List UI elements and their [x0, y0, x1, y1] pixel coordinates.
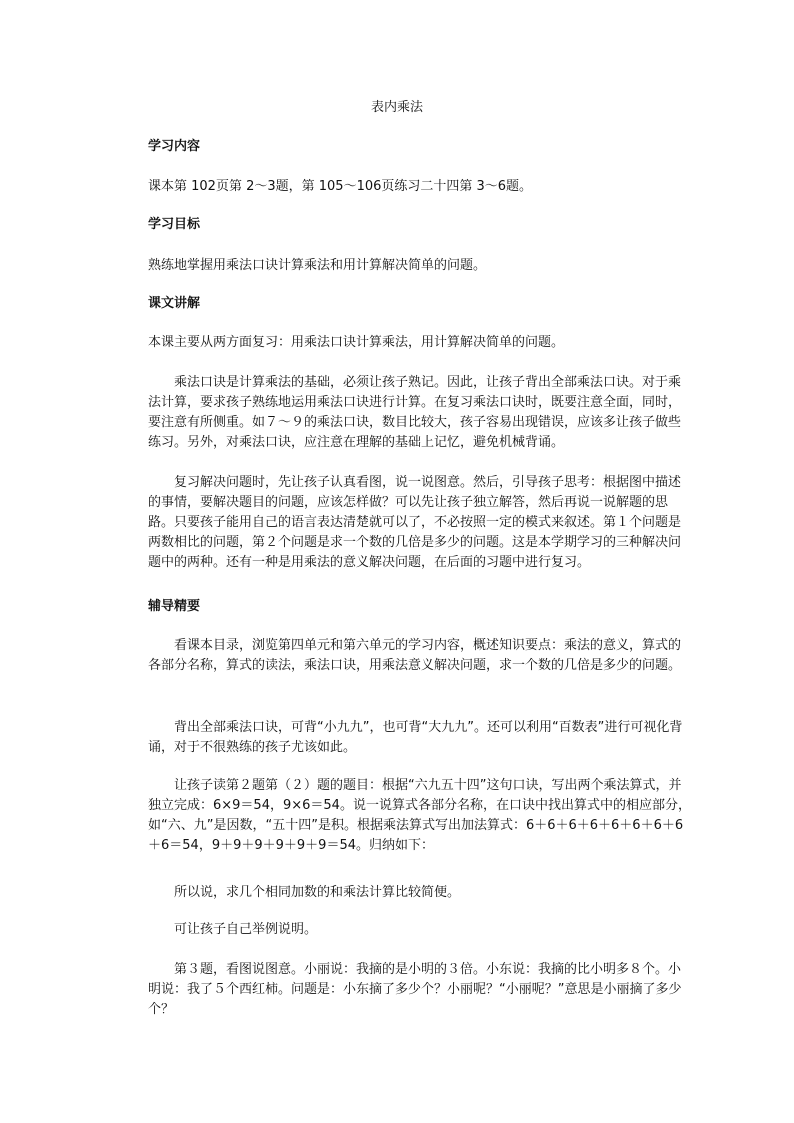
lecture-paragraph-3: 复习解决问题时，先让孩子认真看图，说一说图意。然后，引导孩子思考：根据图中描述的事情，要解决题目的问题，应该怎样做？可以先让孩子独立解答，然后再说一说解题的思路。只要孩子能用自己的语言表达清楚就可以了，不必按照一定的模式来叙述。第１个问题是两数相比的问题，第２个问题是求一个数的几倍是多少的问题。这是本学期学习的三种解决问题中的两种。还有一种是用乘法的意义解决问题，在后面的习题中进行复习。	[148, 475, 682, 570]
guide-heading: 辅导精要	[148, 599, 201, 614]
guide-paragraph-2: 背出全部乘法口诀，可背“小九九”，也可背“大九九”。还可以利用“百数表”进行可视化背诵，对于不很熟练的孩子尤该如此。	[148, 720, 683, 755]
lecture-paragraph-1: 本课主要从两方面复习：用乘法口诀计算乘法，用计算解决简单的问题。	[148, 335, 565, 350]
guide-paragraph-4: 所以说，求几个相同加数的和乘法计算比较简便。	[174, 885, 461, 900]
guide-paragraph-3: 让孩子读第２题第（２）题的题目：根据“六九五十四”这句口诀，写出两个乘法算式，并独立完成：6×9＝54，9×6＝54。说一说算式各部分名称，在口诀中找出算式中的相应部分，如“六、九”是因数，“五十四”是积。根据乘法算式写出加法算式：6＋6＋6＋6＋6＋6＋6＋6＋6＝54，9＋9＋9＋9＋9＋9＝54。归纳如下：	[148, 778, 691, 853]
goal-heading: 学习目标	[148, 217, 201, 232]
guide-paragraph-1: 看课本目录，浏览第四单元和第六单元的学习内容，概述知识要点：乘法的意义，算式的各部分名称，算式的读法，乘法口诀，用乘法意义解决问题，求一个数的几倍是多少的问题。	[148, 638, 682, 673]
lecture-heading: 课文讲解	[148, 296, 201, 311]
guide-paragraph-6: 第３题，看图说图意。小丽说：我摘的是小明的３倍。小东说：我摘的比小明多８个。小明说：我了５个西红柿。问题是：小东摘了多少个？小丽呢？“小丽呢？”意思是小丽摘了多少个？	[148, 962, 682, 1017]
content-text: 课本第 102页第 2～3题，第 105～106页练习二十四第 3～6题。	[148, 179, 533, 194]
guide-paragraph-5: 可让孩子自己举例说明。	[174, 922, 318, 937]
page-title: 表内乘法	[370, 100, 423, 115]
lecture-paragraph-2: 乘法口诀是计算乘法的基础，必须让孩子熟记。因此，让孩子背出全部乘法口诀。对于乘法计算，要求孩子熟练地运用乘法口诀进行计算。在复习乘法口诀时，既要注意全面，同时，要注意有所侧重。如７～９的乘法口诀，数目比较大，孩子容易出现错误，应该多让孩子做些练习。另外，对乘法口诀，应注意在理解的基础上记忆，避免机械背诵。	[148, 375, 682, 450]
content-heading: 学习内容	[148, 139, 201, 154]
goal-text: 熟练地掌握用乘法口诀计算乘法和用计算解决简单的问题。	[148, 258, 487, 273]
